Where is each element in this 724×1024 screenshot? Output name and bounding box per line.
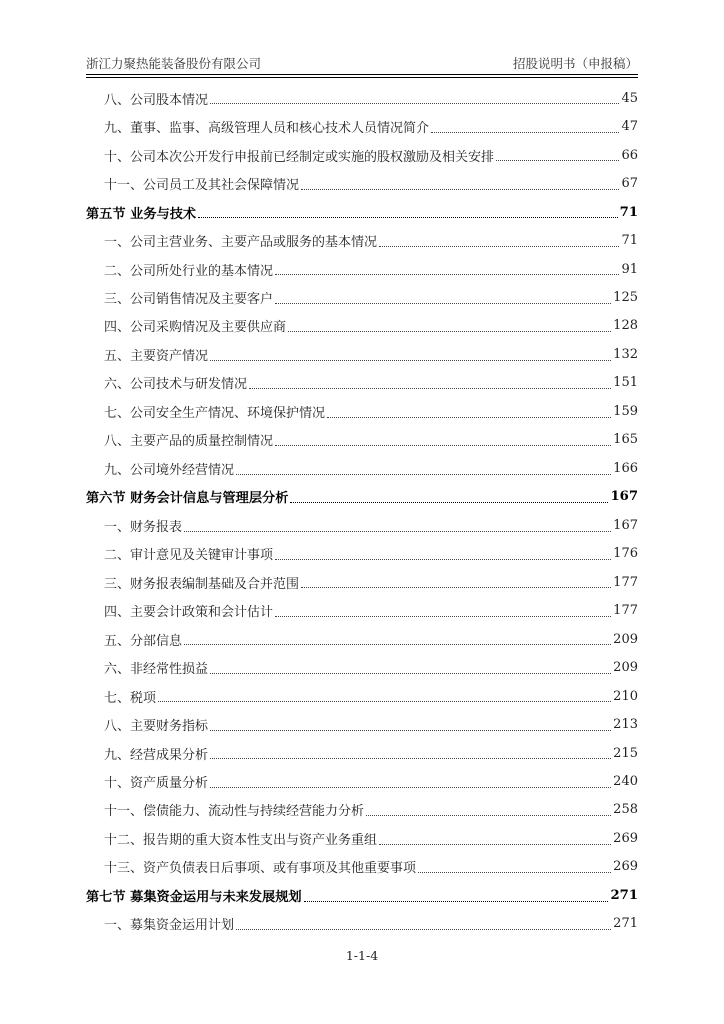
toc-entry-title: 八、主要产品的质量控制情况 [104,434,274,450]
dot-leader [210,729,611,731]
toc-item-row [86,796,638,824]
toc-entry-title: 十二、报告期的重大资本性支出与资产业务重组 [104,832,378,848]
toc-entry-title: 三、公司销售情况及主要客户 [104,292,274,308]
toc-entry-title: 七、税项 [104,690,157,706]
toc-entry-title: 四、公司采购情况及主要供应商 [104,320,287,336]
dot-leader [301,188,619,190]
toc-item-row [86,767,638,795]
toc-page-number: 269 [613,830,638,846]
toc-entry-title: 九、经营成果分析 [104,747,209,763]
toc-entry-title: 五、主要资产情况 [104,348,209,364]
dot-leader [210,102,619,104]
dot-leader [275,302,611,304]
dot-leader [275,273,619,275]
dot-leader [275,615,611,617]
toc-page-number: 177 [613,603,638,619]
toc-item-row [86,226,638,254]
dot-leader [496,159,619,161]
dot-leader [236,473,611,475]
toc-entry-title: 五、分部信息 [104,633,183,649]
toc-entry-title: 一、公司主营业务、主要产品或服务的基本情况 [104,235,378,251]
toc-item-row [86,540,638,568]
toc-page-number: 177 [613,574,638,590]
toc-page-number: 213 [613,717,638,733]
toc-item-row [86,739,638,767]
toc-page-number: 176 [613,546,638,562]
toc-item-row [86,112,638,140]
dot-leader [275,444,611,446]
toc-entry-title: 八、主要财务指标 [104,719,209,735]
toc-entry-title: 三、财务报表编制基础及合并范围 [104,576,300,592]
dot-leader [431,131,619,133]
toc-entry-title: 十三、资产负债表日后事项、或有事项及其他重要事项 [104,861,417,877]
toc-entry-title: 第七节 募集资金运用与未来发展规划 [86,889,302,905]
toc-entry-title: 一、募集资金运用计划 [104,918,235,934]
table-of-contents [86,84,638,938]
toc-item-row [86,141,638,169]
toc-page-number: 167 [610,489,638,505]
toc-page-number: 45 [621,90,638,106]
dot-leader [304,900,609,902]
toc-page-number: 271 [610,887,638,903]
dot-leader [236,928,611,930]
toc-entry-title: 二、审计意见及关键审计事项 [104,548,274,564]
toc-page-number: 215 [613,745,638,761]
toc-entry-title: 七、公司安全生产情况、环境保护情况 [104,405,326,421]
toc-page-number: 159 [613,403,638,419]
toc-item-row [86,84,638,112]
toc-page-number: 167 [613,517,638,533]
toc-page-number: 47 [621,119,638,135]
page-number: 1-1-4 [345,948,379,963]
dot-leader [210,359,611,361]
toc-page-number: 210 [613,688,638,704]
toc-page-number: 71 [619,204,638,220]
dot-leader [379,843,611,845]
toc-item-row [86,853,638,881]
toc-item-row [86,340,638,368]
toc-item-row [86,369,638,397]
toc-item-row [86,568,638,596]
toc-page-number: 240 [613,773,638,789]
toc-item-row [86,625,638,653]
toc-entry-title: 十一、偿债能力、流动性与持续经营能力分析 [104,804,365,820]
toc-entry-title: 一、财务报表 [104,519,183,535]
toc-page-number: 209 [613,631,638,647]
dot-leader [327,416,611,418]
header-rule-thin [86,77,638,78]
dot-leader [198,216,618,218]
toc-item-row [86,283,638,311]
toc-entry-title: 六、非经常性损益 [104,662,209,678]
header-rule-thick [86,74,638,75]
toc-entry-title: 四、主要会计政策和会计估计 [104,605,274,621]
toc-page-number: 151 [613,375,638,391]
dot-leader [184,643,611,645]
dot-leader [210,786,611,788]
toc-page-number: 209 [613,660,638,676]
dot-leader [210,757,611,759]
toc-entry-title: 六、公司技术与研发情况 [104,377,248,393]
dot-leader [249,387,611,389]
toc-page-number: 71 [621,233,638,249]
toc-entry-title: 九、董事、监事、高级管理人员和核心技术人员情况简介 [104,121,430,137]
toc-item-row [86,710,638,738]
toc-item-row [86,596,638,624]
toc-page-number: 271 [613,916,638,932]
dot-leader [275,558,611,560]
dot-leader [379,245,619,247]
toc-item-row [86,824,638,852]
dot-leader [418,871,611,873]
toc-item-row [86,682,638,710]
toc-item-row [86,169,638,197]
toc-page-number: 67 [621,176,638,192]
toc-page-number: 269 [613,859,638,875]
toc-item-row [86,426,638,454]
company-name: 浙江力聚热能装备股份有限公司 [86,56,262,71]
toc-page-number: 165 [613,432,638,448]
toc-entry-title: 十一、公司员工及其社会保障情况 [104,178,300,194]
dot-leader [290,501,608,503]
toc-entry-title: 八、公司股本情况 [104,92,209,108]
dot-leader [301,586,611,588]
toc-page-number: 258 [613,802,638,818]
toc-section-row [86,881,638,909]
toc-page-number: 125 [613,290,638,306]
toc-page-number: 132 [613,346,638,362]
toc-item-row [86,511,638,539]
toc-item-row [86,397,638,425]
dot-leader [158,700,611,702]
toc-item-row [86,312,638,340]
toc-entry-title: 二、公司所处行业的基本情况 [104,263,274,279]
dot-leader [288,330,611,332]
toc-item-row [86,910,638,938]
toc-item-row [86,255,638,283]
toc-section-row [86,198,638,226]
dot-leader [184,530,611,532]
toc-entry-title: 第五节 业务与技术 [86,206,197,222]
page-header [86,48,638,72]
dot-leader [366,814,611,816]
dot-leader [210,672,611,674]
toc-page-number: 128 [613,318,638,334]
toc-section-row [86,483,638,511]
toc-page-number: 66 [621,147,638,163]
toc-entry-title: 十、资产质量分析 [104,775,209,791]
toc-item-row [86,653,638,681]
toc-item-row [86,454,638,482]
toc-entry-title: 十、公司本次公开发行申报前已经制定或实施的股权激励及相关安排 [104,149,495,165]
toc-entry-title: 九、公司境外经营情况 [104,462,235,478]
toc-page-number: 91 [621,261,638,277]
toc-entry-title: 第六节 财务会计信息与管理层分析 [86,491,289,507]
toc-page-number: 166 [613,460,638,476]
document-type: 招股说明书（申报稿） [512,56,638,71]
